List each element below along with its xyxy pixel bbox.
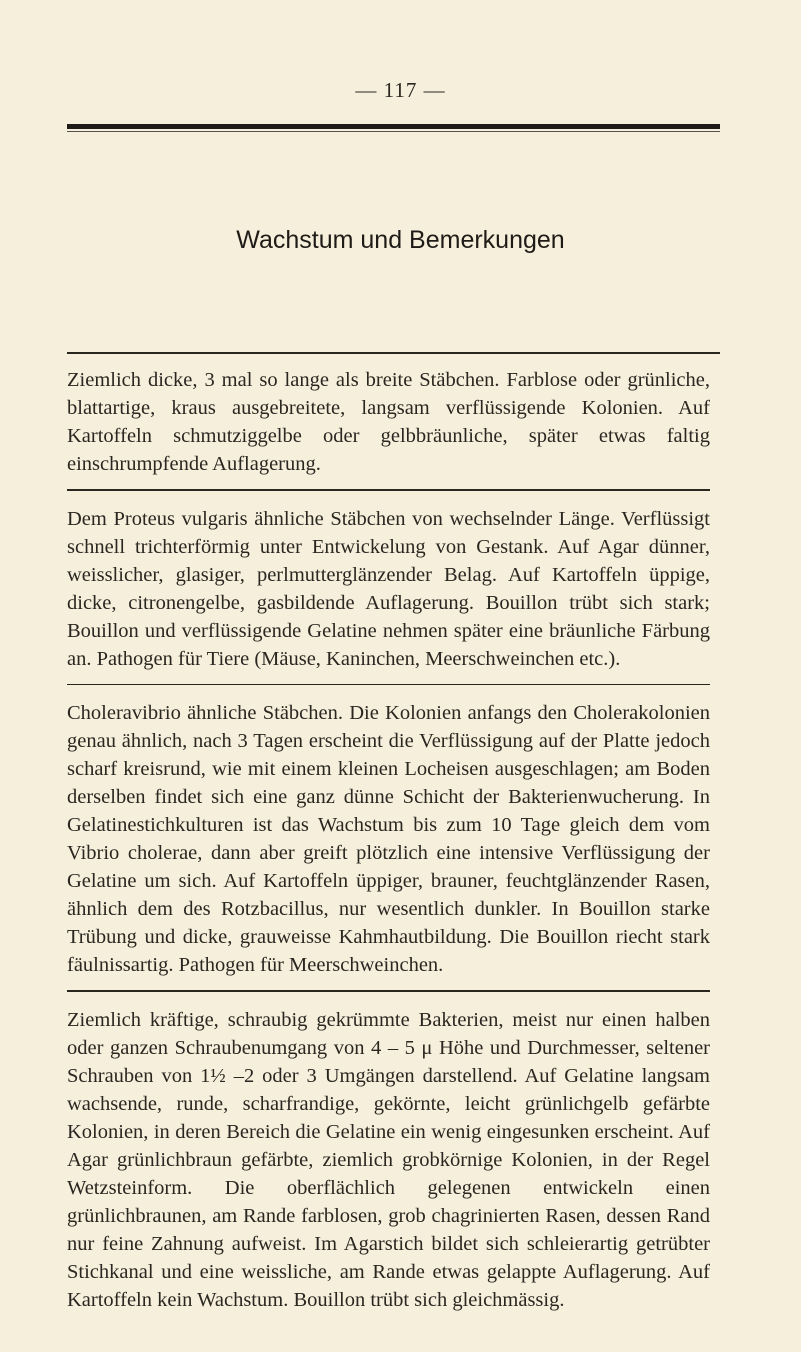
entries-column <box>67 366 710 1314</box>
entry-divider <box>67 684 710 686</box>
column-heading: Wachstum und Bemerkungen <box>236 226 565 254</box>
entry-text: Ziemlich dicke, 3 mal so lange als breite Stäbchen. Farblose oder grünliche, blattartige, kraus ausgebreitete, langsam verflüssigende Kolonien. Auf Kartoffeln schmutziggelbe oder gelbbräunliche, später etwas faltig einschrumpfende Auflagerung. <box>67 369 710 475</box>
entry-text: Ziemlich kräftige, schraubig gekrümmte Bakterien, meist nur einen halben oder ganzen Schraubenumgang von 4 – 5 μ Höhe und Durchmesser, seltener Schrauben von 1½ –2 oder 3 Umgängen darstellend. Auf Gelatine langsam wachsende, runde, scharfrandige, gekörnte, leicht grünlichgelb gefärbte Kolonien, in deren Bereich die Gelatine ein wenig eingesunken erscheint. Auf Agar grünlichbraun gefärbte, ziemlich grobkörnige Kolonien, in der Regel Wetzsteinform. Die oberflächlich gelegenen entwickeln einen grünlichbraunen, am Rande farblosen, grob chagrinierten Rasen, dessen Rand nur feine Zahnung aufweist. Im Agarstich bildet sich schleierartig getrübter Stichkanal und eine weissliche, am Rande etwas gelappte Auflagerung. Auf Kartoffeln kein Wachstum. Bouillon trübt sich gleichmässig. <box>67 1008 710 1311</box>
entry-text: Choleravibrio ähnliche Stäbchen. Die Kolonien anfangs den Cholerakolonien genau ähnlich, nach 3 Tagen erscheint die Verflüssigung auf der Platte jedoch scharf kreisrund, wie mit einem kleinen Locheisen ausgeschlagen; am Boden derselben findet sich eine ganz dünne Schicht der Bakterienwucherung. In Gelatinestichkulturen ist das Wachstum bis zum 10 Tage gleich dem vom Vibrio cholerae, dann aber greift plötzlich eine intensive Verflüssigung der Gelatine um sich. Auf Kartoffeln üppiger, brauner, feuchtglänzender Rasen, ähnlich dem des Rotzbacillus, nur wesentlich dunkler. In Bouillon starke Trübung und dicke, grauweisse Kahmhautbildung. Die Bouillon riecht stark fäulnissartig. Pathogen für Meerschweinchen. <box>67 702 710 976</box>
heading-rule <box>67 352 720 354</box>
entry-divider <box>67 990 710 992</box>
top-rule-thin <box>67 131 720 132</box>
entry-divider <box>67 489 710 491</box>
page-number: — 117 — <box>355 78 446 102</box>
top-rule <box>67 124 720 129</box>
entry-text: Dem Proteus vulgaris ähnliche Stäbchen von wechselnder Länge. Verflüssigt schnell trichterförmig unter Entwickelung von Gestank. Auf Agar dünner, weisslicher, glasiger, perlmutterglänzender Belag. Auf Kartoffeln üppige, dicke, citronengelbe, gasbildende Auflagerung. Bouillon trübt sich stark; Bouillon und verflüssigende Gelatine nehmen später eine bräunliche Färbung an. Pathogen für Tiere (Mäuse, Kaninchen, Meerschweinchen etc.). <box>67 507 710 670</box>
